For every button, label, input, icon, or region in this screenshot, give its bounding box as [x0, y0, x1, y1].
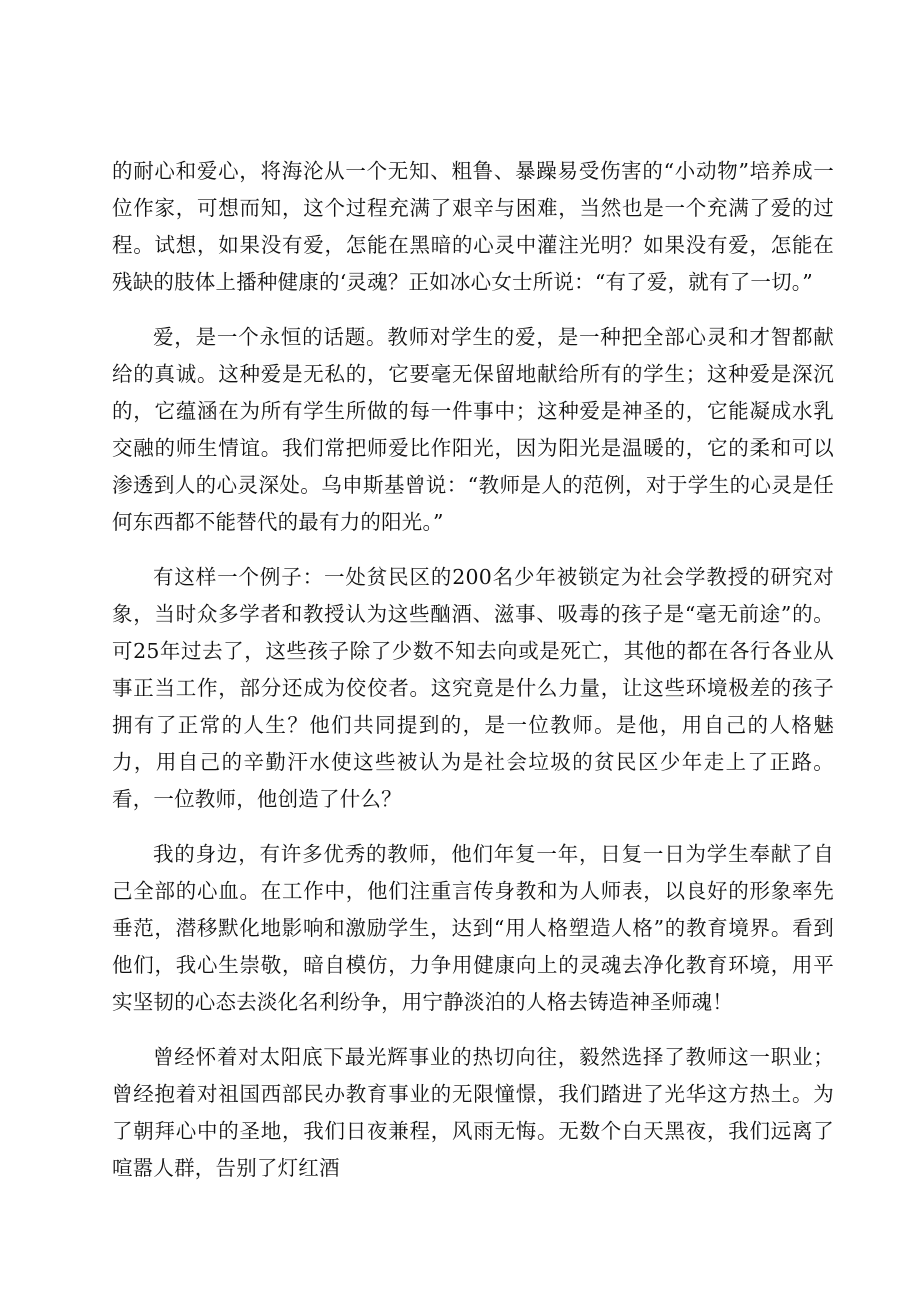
- paragraph-4: 我的身边，有许多优秀的教师，他们年复一年，日复一日为学生奉献了自己全部的心血。在工作中，他们注重言传身教和为人师表，以良好的形象率先垂范，潜移默化地影响和激励学生，达到“用人格塑造人格”的教育境界。看到他们，我心生崇敬，暗自模仿，力争用健康向上的灵魂去净化教育环境，用平实坚韧的心态去淡化名利纷争，用宁静淡泊的人格去铸造神圣师魂！: [112, 842, 834, 1014]
- paragraph-3: 有这样一个例子：一处贫民区的200名少年被锁定为社会学教授的研究对象，当时众多学者和教授认为这些酗酒、滋事、吸毒的孩子是“毫无前途”的。可25年过去了，这些孩子除了少数不知去向或是死亡，其他的都在各行各业从事正当工作，部分还成为佼佼者。这究竟是什么力量，让这些环境极差的孩子拥有了正常的人生？他们共同提到的，是一位教师。是他，用自己的人格魅力，用自己的辛勤汗水使这些被认为是社会垃圾的贫民区少年走上了正路。看，一位教师，他创造了什么？: [112, 565, 834, 811]
- paragraph-1: 的耐心和爱心，将海沦从一个无知、粗鲁、暴躁易受伤害的“小动物”培养成一位作家，可想而知，这个过程充满了艰辛与困难，当然也是一个充满了爱的过程。试想，如果没有爱，怎能在黑暗的心灵中灌注光明？如果没有爱，怎能在残缺的肢体上播种健康的‘灵魂？正如冰心女士所说：“有了爱，就有了一切。”: [112, 159, 834, 294]
- document-body: [112, 153, 834, 1205]
- paragraph-2: 爱，是一个永恒的话题。教师对学生的爱，是一种把全部心灵和才智都献给的真诚。这种爱是无私的，它要毫无保留地献给所有的学生；这种爱是深沉的，它蕴涵在为所有学生所做的每一件事中；这种爱是神圣的，它能凝成水乳交融的师生情谊。我们常把师爱比作阳光，因为阳光是温暖的，它的柔和可以渗透到人的心灵深处。乌申斯基曾说：“教师是人的范例，对于学生的心灵是任何东西都不能替代的最有力的阳光。”: [112, 325, 834, 534]
- paragraph-5: 曾经怀着对太阳底下最光辉事业的热切向往，毅然选择了教师这一职业；曾经抱着对祖国西部民办教育事业的无限憧憬，我们踏进了光华这方热土。为了朝拜心中的圣地，我们日夜兼程，风雨无悔。无数个白天黑夜，我们远离了喧嚣人群，告别了灯红酒: [112, 1045, 834, 1180]
